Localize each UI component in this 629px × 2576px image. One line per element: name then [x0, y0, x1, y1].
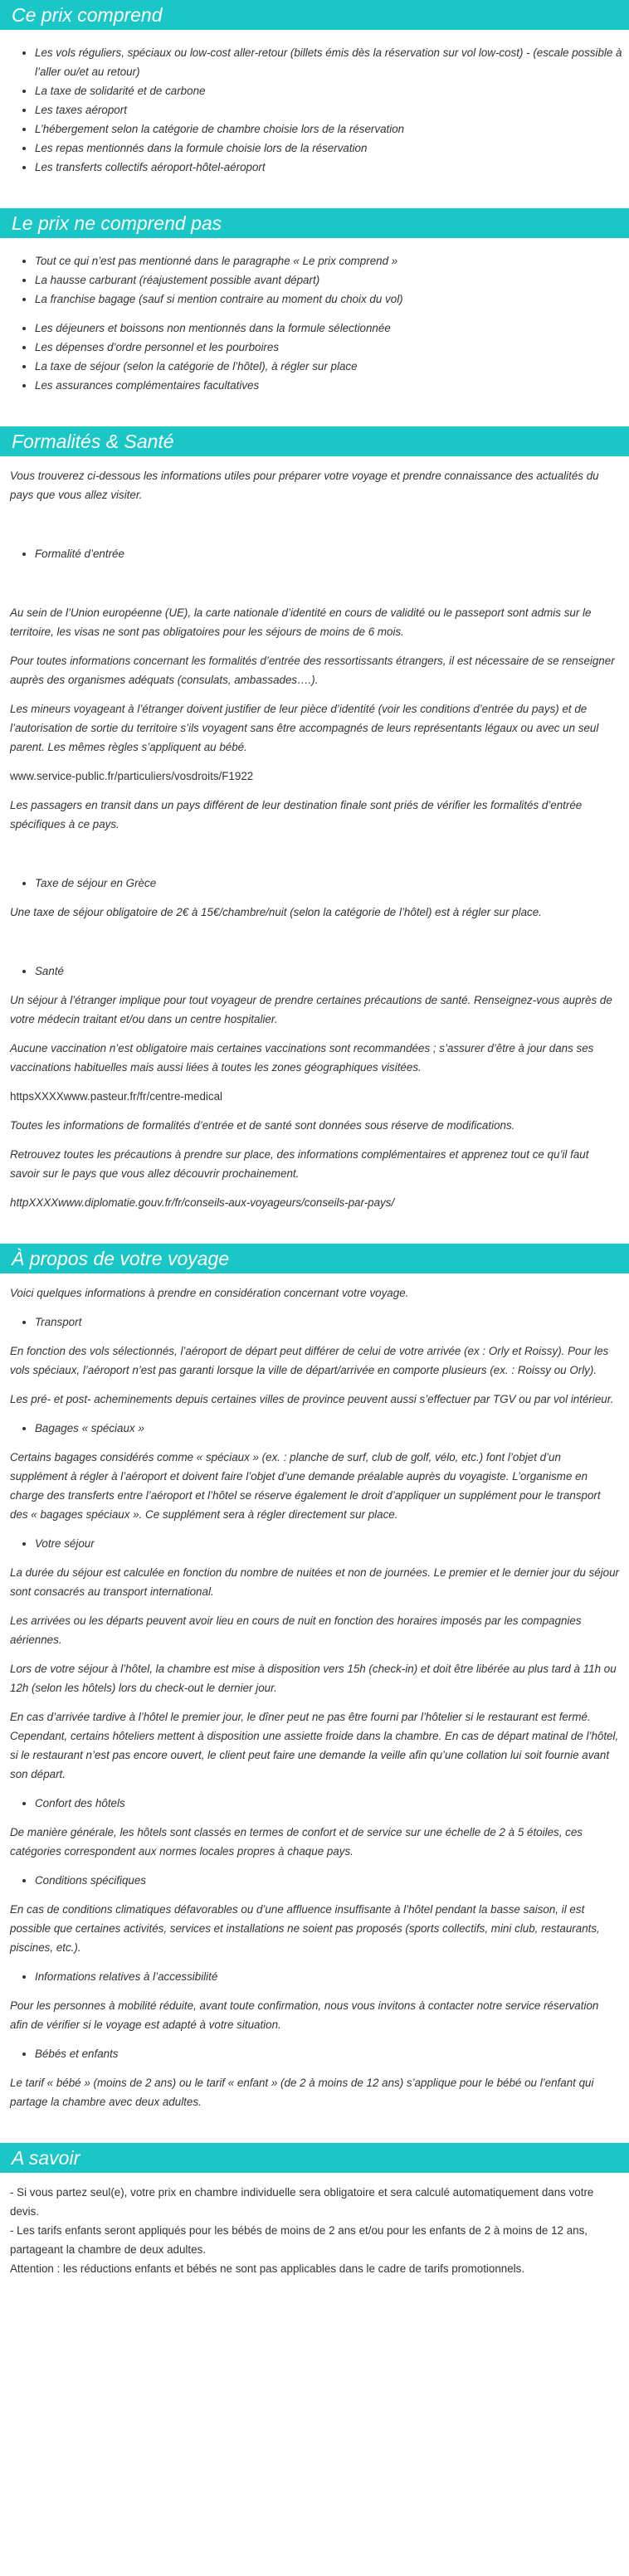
paragraph: Toutes les informations de formalités d’entrée et de santé sont données sous réserve de modifications. — [10, 1119, 515, 1132]
subsection-hotel-comfort — [0, 1794, 629, 1813]
list-item: • Les déjeuners et boissons non mentionnés dans la formule sélectionnée — [35, 319, 629, 338]
paragraph: Les mineurs voyageant à l’étranger doivent justifier de leur pièce d’identité (voir les conditions d’entrée du pays) et de l’autorisation de sortie du territoire s’ils voyagent sans être accompagnés de leurs représentants légaux ou avec un seul parent. Les mêmes règles s’appliquent au bébé. — [10, 703, 599, 753]
pasteur-link[interactable]: httpsXXXXwww.pasteur.fr/fr/centre-medical — [10, 1090, 223, 1103]
section-price-excludes — [0, 208, 629, 395]
subsection-accessibility — [0, 1967, 629, 1986]
paragraph: Le tarif « bébé » (moins de 2 ans) ou le tarif « enfant » (de 2 à moins de 12 ans) s’applique pour le bébé ou l’enfant qui partage la chambre avec deux adultes. — [10, 2077, 594, 2108]
price-includes-list — [0, 43, 629, 177]
paragraph: Une taxe de séjour obligatoire de 2€ à 15€/chambre/nuit (selon la catégorie de l’hôtel) est à régler sur place. — [10, 906, 542, 918]
subsection-your-stay — [0, 1534, 629, 1553]
subsection-specific-conditions — [0, 1871, 629, 1890]
about-trip-intro: Voici quelques informations à prendre en considération concernant votre voyage. — [10, 1287, 409, 1299]
subsection-tourist-tax — [0, 874, 629, 893]
note-line: - Si vous partez seul(e), votre prix en chambre individuelle sera obligatoire et sera calculé automatiquement dans votre devis. — [10, 2186, 594, 2218]
paragraph: Les passagers en transit dans un pays différent de leur destination finale sont priés de vérifier les formalités d’entrée spécifiques à ce pays. — [10, 799, 583, 830]
subsection-title: • Transport — [35, 1312, 629, 1332]
paragraph: Aucune vaccination n’est obligatoire mais certaines vaccinations sont recommandées ; s’assurer d’être à jour dans ses vaccinations habituelles mais aussi liées à toutes les zones géographiques visitées. — [10, 1042, 594, 1074]
list-item: • Les dépenses d’ordre personnel et les pourboires — [35, 338, 629, 357]
subsection-special-luggage — [0, 1419, 629, 1438]
section-about-trip — [0, 1244, 629, 2111]
subsection-title: • Votre séjour — [35, 1534, 629, 1553]
diplomatie-link[interactable]: httpXXXXwww.diplomatie.gouv.fr/fr/conseils-aux-voyageurs/conseils-par-pays/ — [10, 1196, 395, 1209]
list-item: • La taxe de solidarité et de carbone — [35, 81, 629, 100]
section-title-price-excludes: Le prix ne comprend pas — [0, 208, 629, 238]
subsection-title: • Conditions spécifiques — [35, 1871, 629, 1890]
subsection-title: • Formalité d’entrée — [35, 544, 629, 563]
paragraph: Les arrivées ou les départs peuvent avoir lieu en cours de nuit en fonction des horaires imposés par les compagnies aériennes. — [10, 1614, 582, 1646]
paragraph: Pour toutes informations concernant les formalités d’entrée des ressortissants étrangers, il est nécessaire de se renseigner auprès des organismes adéquats (consulats, ambassades….). — [10, 655, 615, 686]
list-item: • Les transferts collectifs aéroport-hôtel-aéroport — [35, 158, 629, 177]
list-item: • Tout ce qui n’est pas mentionné dans le paragraphe « Le prix comprend » — [35, 251, 629, 270]
section-formalities-health — [0, 426, 629, 1212]
paragraph: La durée du séjour est calculée en fonction du nombre de nuitées et non de journées. Le premier et le dernier jour du séjour sont consacrés au transport international. — [10, 1566, 619, 1598]
note-line: - Les tarifs enfants seront appliqués pour les bébés de moins de 2 ans et/ou pour les enfants de 2 à moins de 12 ans, partageant la chambre de deux adultes. — [10, 2224, 588, 2256]
paragraph: Au sein de l’Union européenne (UE), la carte nationale d’identité en cours de validité ou le passeport sont admis sur le territoire, les visas ne sont pas obligatoires pour les séjours de moins de 6 mois. — [10, 606, 592, 638]
list-item: • La hausse carburant (réajustement possible avant départ) — [35, 270, 629, 290]
section-title-price-includes: Ce prix comprend — [0, 0, 629, 30]
paragraph: Lors de votre séjour à l’hôtel, la chambre est mise à disposition vers 15h (check-in) et doit être libérée au plus tard à 11h ou 12h (selon les hôtels) lors du check-out le dernier jour. — [10, 1663, 617, 1694]
section-title-good-to-know: A savoir — [0, 2143, 629, 2173]
service-public-link[interactable]: www.service-public.fr/particuliers/vosdroits/F1922 — [10, 770, 254, 782]
paragraph: En cas d’arrivée tardive à l’hôtel le premier jour, le dîner peut ne pas être fourni par l’hôtelier si le restaurant est fermé. Cependant, certains hôteliers mettent à disposition une assiette froide dans la chambre. En cas de départ matinal de l’hôtel, si le restaurant n’est pas encore ouvert, le client peut faire une demande la veille afin qu’une collation lui soit fournie avant son départ. — [10, 1711, 619, 1780]
list-item: • Les assurances complémentaires facultatives — [35, 376, 629, 395]
paragraph: Retrouvez toutes les précautions à prendre sur place, des informations complémentaires et apprenez tout ce qu’il faut savoir sur le pays que vous allez découvrir prochainement. — [10, 1148, 589, 1180]
subsection-health — [0, 962, 629, 981]
paragraph: En fonction des vols sélectionnés, l’aéroport de départ peut différer de celui de votre arrivée (ex : Orly et Roissy). Pour les vols spéciaux, l’aéroport n’est pas garanti lorsque la ville de départ/arrivée en comporte plusieurs (ex. : Roissy ou Orly). — [10, 1345, 609, 1376]
subsection-title: • Santé — [35, 962, 629, 981]
list-item: • La taxe de séjour (selon la catégorie de l’hôtel), à régler sur place — [35, 357, 629, 376]
subsection-title: • Taxe de séjour en Grèce — [35, 874, 629, 893]
paragraph: Certains bagages considérés comme « spéciaux » (ex. : planche de surf, club de golf, vélo, etc.) font l’objet d’un supplément à régler à l’aéroport et doivent faire l’objet d’une demande préalable auprès du voyagiste. L’organisme en charge des transferts entre l’aéroport et l’hôtel se réserve également le droit d’appliquer un supplément pour le transport des « bagages spéciaux ». Ce supplément sera à régler directement sur place. — [10, 1451, 601, 1521]
subsection-title: • Bébés et enfants — [35, 2044, 629, 2063]
section-good-to-know — [0, 2143, 629, 2278]
subsection-title: • Informations relatives à l’accessibilité — [35, 1967, 629, 1986]
paragraph: Les pré- et post- acheminements depuis certaines villes de province peuvent aussi s’effectuer par TGV ou par vol intérieur. — [10, 1393, 614, 1405]
paragraph: De manière générale, les hôtels sont classés en termes de confort et de service sur une échelle de 2 à 5 étoiles, ces catégories correspondent aux normes locales propres à chaque pays. — [10, 1826, 583, 1858]
list-item: • La franchise bagage (sauf si mention contraire au moment du choix du vol) — [35, 290, 629, 309]
list-item: • L’hébergement selon la catégorie de chambre choisie lors de la réservation — [35, 119, 629, 139]
note-line: Attention : les réductions enfants et bébés ne sont pas applicables dans le cadre de tarifs promotionnels. — [10, 2262, 525, 2275]
subsection-babies-children — [0, 2044, 629, 2063]
section-price-includes — [0, 0, 629, 177]
subsection-title: • Bagages « spéciaux » — [35, 1419, 629, 1438]
formalities-intro: Vous trouverez ci-dessous les informations utiles pour préparer votre voyage et prendre connaissance des actualités du pays que vous allez visiter. — [10, 470, 599, 501]
subsection-transport — [0, 1312, 629, 1332]
price-excludes-list-a — [0, 251, 629, 309]
list-item: • Les vols réguliers, spéciaux ou low-cost aller-retour (billets émis dès la réservation sur vol low-cost) - (escale possible à l’aller ou/et au retour) — [35, 43, 629, 81]
subsection-entry-formalities — [0, 544, 629, 563]
list-item: • Les taxes aéroport — [35, 100, 629, 119]
paragraph: Un séjour à l’étranger implique pour tout voyageur de prendre certaines précautions de santé. Renseignez-vous auprès de votre médecin traitant et/ou dans un centre hospitalier. — [10, 994, 612, 1025]
subsection-title: • Confort des hôtels — [35, 1794, 629, 1813]
list-item: • Les repas mentionnés dans la formule choisie lors de la réservation — [35, 139, 629, 158]
paragraph: Pour les personnes à mobilité réduite, avant toute confirmation, nous vous invitons à contacter notre service réservation afin de vérifier si le voyage est adapté à votre situation. — [10, 1999, 599, 2031]
section-title-about-trip: À propos de votre voyage — [0, 1244, 629, 1273]
price-excludes-list-b — [0, 319, 629, 395]
section-title-formalities-health: Formalités & Santé — [0, 426, 629, 456]
paragraph: En cas de conditions climatiques défavorables ou d’une affluence insuffisante à l’hôtel pendant la basse saison, il est possible que certaines activités, services et installations ne soient pas proposés (sports collectifs, mini club, restaurants, piscines, etc.). — [10, 1903, 600, 1954]
